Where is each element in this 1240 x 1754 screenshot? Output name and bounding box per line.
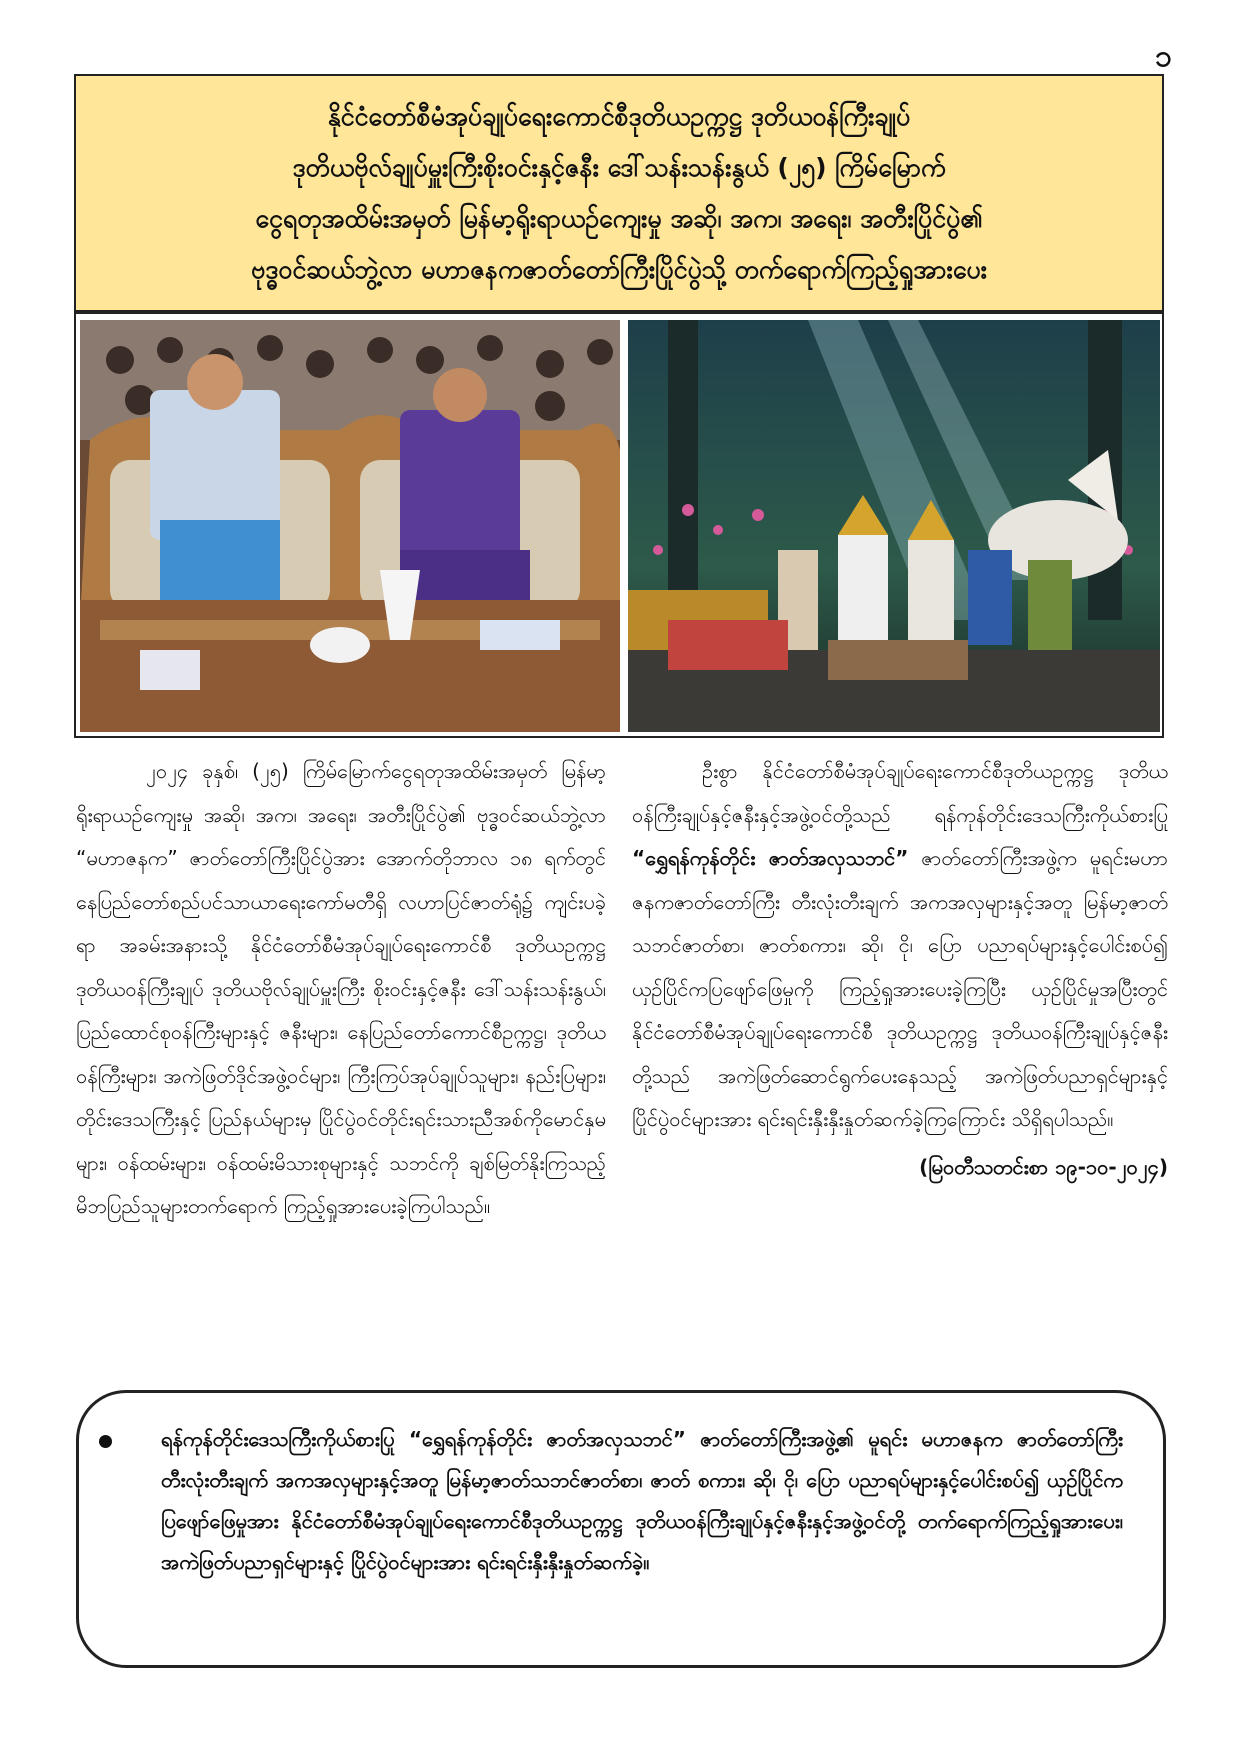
bullet-icon <box>99 1435 112 1448</box>
article-right-column <box>632 750 1168 1189</box>
photo-officials-seated <box>80 320 620 732</box>
headline-line-1: နိုင်ငံတော်စီမံအုပ်ချုပ်ရေးကောင်စီဒုတိယဥက္ကဋ္ဌ ဒုတိယဝန်ကြီးချုပ် <box>327 102 911 131</box>
headline-line-4: ဗုဒ္ဓဝင်ဆယ်ဘွဲ့လာ မဟာဇနကဇာတ်တော်ကြီးပြိုင်ပွဲသို့ တက်ရောက်ကြည့်ရှုအားပေး <box>250 255 987 284</box>
article-right-text-1: ဦးစွာ နိုင်ငံတော်စီမံအုပ်ချုပ်ရေးကောင်စီဒုတိယဥက္ကဋ္ဌ ဒုတိယဝန်ကြီးချုပ်နှင့်ဇနီးနှင့်အဖွဲ့ဝင်တို့သည် ရန်ကုန်တိုင်းဒေသကြီးကိုယ်စားပြု <box>632 759 1168 827</box>
page-number: ၁ <box>1155 39 1172 74</box>
troupe-name-quote: “ရွှေရန်ကုန်တိုင်း ဇာတ်အလှသဘင်” <box>632 846 909 870</box>
source-citation: (မြဝတီသတင်းစာ ၁၉-၁၀-၂၀၂၄) <box>919 1154 1168 1179</box>
article-left-column <box>76 750 606 1229</box>
photo-stage-performance <box>628 320 1160 732</box>
article-paragraph-right <box>632 750 1168 1142</box>
headline-line-2: ဒုတိယဗိုလ်ချုပ်မှူးကြီးစိုးဝင်းနှင့်ဇနီး ဒေါ်သန်းသန်းနွယ် (၂၅) ကြိမ်မြောက် <box>292 153 946 182</box>
summary-text: ရန်ကုန်တိုင်းဒေသကြီးကိုယ်စားပြု “ရွှေရန်ကုန်တိုင်း ဇာတ်အလှသဘင်” ဇာတ်တော်ကြီးအဖွဲ့၏ မူရင်း မဟာဇနက ဇာတ်တော်ကြီး တီးလုံးတီးချက် အကအလှများနှင့်အတူ မြန်မာ့ဇာတ်သဘင်ဇာတ်စာ၊ ဇာတ် စကား၊ ဆို၊ ငို၊ ပြော ပညာရပ်များနှင့်ပေါင်းစပ်၍ ယှဉ်ပြိုင်ကပြဖျော်ဖြေမှုအား နိုင်ငံတော်စီမံအုပ်ချုပ်ရေးကောင်စီဒုတိယဥက္ကဋ္ဌ ဒုတိယဝန်ကြီးချုပ်နှင့်ဇနီးနှင့်အဖွဲ့ဝင်တို့ တက်ရောက်ကြည့်ရှုအားပေး၊ အကဲဖြတ်ပညာရှင်များနှင့် ပြိုင်ပွဲဝင်များအား ရင်းရင်းနှီးနှီးနှုတ်ဆက်ခဲ့။ <box>161 1427 1123 1574</box>
headline-box <box>74 74 1164 312</box>
photo-strip <box>74 312 1164 738</box>
article-paragraph-left: ၂၀၂၄ ခုနှစ်၊ (၂၅) ကြိမ်မြောက်ငွေရတုအထိမ်းအမှတ် မြန်မာ့ရိုးရာယဉ်ကျေးမှု အဆို၊ အက၊ အရေး၊ အတီးပြိုင်ပွဲ၏ ဗုဒ္ဓဝင်ဆယ်ဘွဲ့လာ “မဟာဇနက” ဇာတ်တော်ကြီးပြိုင်ပွဲအား အောက်တိုဘာလ ၁၈ ရက်တွင် နေပြည်တော်စည်ပင်သာယာရေးကော်မတီရှိ လဟာပြင်ဇာတ်ရုံ၌ ကျင်းပခဲ့ရာ အခမ်းအနားသို့ နိုင်ငံတော်စီမံအုပ်ချုပ်ရေးကောင်စီ ဒုတိယဥက္ကဋ္ဌ ဒုတိယဝန်ကြီးချုပ် ဒုတိယဗိုလ်ချုပ်မှူးကြီး စိုးဝင်းနှင့်ဇနီး ဒေါ်သန်းသန်းနွယ်၊ ပြည်ထောင်စုဝန်ကြီးများနှင့် ဇနီးများ၊ နေပြည်တော်ကောင်စီဥက္ကဋ္ဌ၊ ဒုတိယဝန်ကြီးများ၊ အကဲဖြတ်ဒိုင်အဖွဲ့ဝင်များ၊ ကြီးကြပ်အုပ်ချုပ်သူများ၊ နည်းပြများ၊ တိုင်းဒေသကြီးနှင့် ပြည်နယ်များမှ ပြိုင်ပွဲဝင်တိုင်းရင်းသားညီအစ်ကိုမောင်နှမများ၊ ဝန်ထမ်းများ၊ ဝန်ထမ်းမိသားစုများနှင့် သဘင်ကို ချစ်မြတ်နိုးကြသည့် မိဘပြည်သူများတက်ရောက် ကြည့်ရှုအားပေးခဲ့ကြပါသည်။ <box>76 759 606 1218</box>
headline-line-3: ငွေရတုအထိမ်းအမှတ် မြန်မာ့ရိုးရာယဉ်ကျေးမှု အဆို၊ အက၊ အရေး၊ အတီးပြိုင်ပွဲ၏ <box>255 204 983 233</box>
article-right-text-2: ဇာတ်တော်ကြီးအဖွဲ့က မူရင်းမဟာဇနကဇာတ်တော်ကြီး တီးလုံးတီးချက် အကအလှများနှင့်အတူ မြန်မာ့ဇာတ်သဘင်ဇာတ်စာ၊ ဇာတ်စကား၊ ဆို၊ ငို၊ ပြော ပညာရပ်များနှင့်ပေါင်းစပ်၍ ယှဉ်ပြိုင်ကပြဖျော်ဖြေမှုကို ကြည့်ရှုအားပေးခဲ့ကြပြီး ယှဉ်ပြိုင်မှုအပြီးတွင် နိုင်ငံတော်စီမံအုပ်ချုပ်ရေးကောင်စီ ဒုတိယဥက္ကဋ္ဌ ဒုတိယဝန်ကြီးချုပ်နှင့်ဇနီးတို့သည် အကဲဖြတ်ဆောင်ရွက်ပေးနေသည့် အကဲဖြတ်ပညာရှင်များနှင့် ပြိုင်ပွဲဝင်များအား ရင်းရင်းနှီးနှီးနှုတ်ဆက်ခဲ့ကြကြောင်း သိရှိရပါသည်။ <box>632 846 1168 1131</box>
summary-box <box>76 1390 1166 1668</box>
